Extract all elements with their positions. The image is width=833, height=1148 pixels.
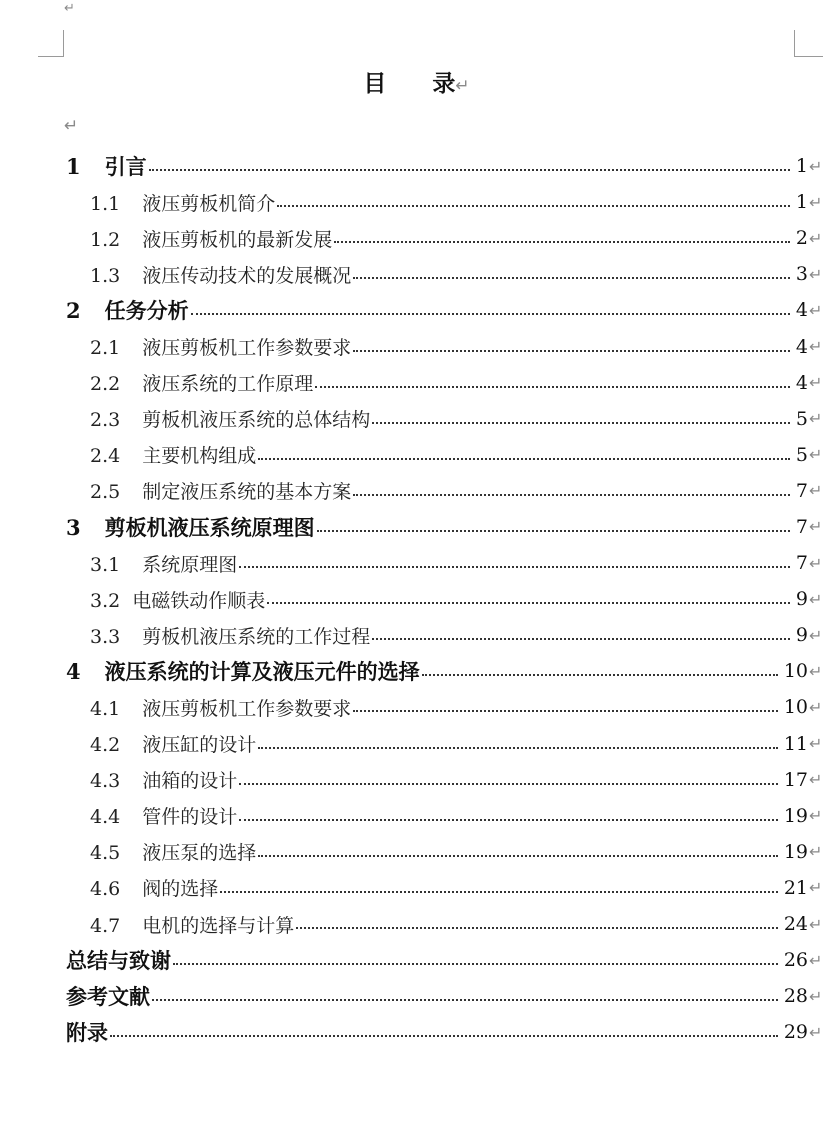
toc-entry-label (66, 512, 315, 542)
toc-entry-number: 2.5 (90, 481, 121, 504)
dot-leader (372, 422, 790, 424)
toc-entry-number: 4.1 (90, 697, 121, 720)
toc-entry-title: 剪板机液压系统的总体结构 (142, 409, 371, 432)
toc-entry-label (90, 730, 256, 757)
toc-entry[interactable] (0, 545, 833, 581)
toc-entry-label (90, 586, 265, 613)
toc-entry-page-number: 10 (783, 660, 808, 683)
dot-leader (422, 674, 778, 676)
dot-leader (353, 277, 790, 279)
toc-entry[interactable] (0, 148, 833, 184)
toc-entry-number: 2.1 (90, 337, 121, 360)
toc-entry-number: 4.5 (90, 842, 121, 865)
toc-entry-page-number: 21 (783, 876, 808, 899)
paragraph-mark-icon: ↵ (809, 697, 823, 717)
toc-entry-title: 任务分析 (104, 298, 189, 324)
toc-entry-label (90, 405, 370, 432)
toc-entry-title: 主要机构组成 (142, 445, 257, 468)
toc-entry-title: 剪板机液压系统原理图 (104, 514, 315, 540)
dot-leader (258, 855, 778, 857)
toc-entry[interactable] (0, 617, 833, 653)
toc-entry-number: 3 (66, 514, 81, 540)
toc-entry-title: 剪板机液压系统的工作过程 (142, 625, 371, 648)
paragraph-mark-icon: ↵ (809, 445, 823, 465)
dot-leader (239, 566, 790, 568)
toc-entry-label (90, 441, 256, 468)
dot-leader (317, 530, 790, 532)
toc-entry-label (66, 656, 420, 686)
toc-entry-label (90, 766, 237, 793)
paragraph-mark-icon: ↵ (809, 770, 823, 790)
toc-entry-page-number: 17 (783, 768, 808, 791)
toc-entry-label (90, 694, 351, 721)
dot-leader (353, 710, 778, 712)
toc-entry-title: 管件的设计 (142, 806, 238, 829)
toc-entry[interactable] (0, 653, 833, 689)
dot-leader (267, 602, 790, 604)
toc-entry-label (66, 1017, 108, 1047)
dot-leader (152, 999, 778, 1001)
toc-entry-page-number: 24 (783, 913, 808, 936)
toc-entry-label (90, 225, 332, 252)
toc-entry-number: 4.2 (90, 734, 121, 757)
toc-entry[interactable] (0, 292, 833, 328)
toc-entry[interactable] (0, 762, 833, 798)
toc-entry-title: 系统原理图 (142, 553, 238, 576)
toc-entry[interactable] (0, 509, 833, 545)
toc-entry-page-number: 19 (783, 804, 808, 827)
toc-entry-title: 液压传动技术的发展概况 (142, 264, 352, 287)
paragraph-mark-icon: ↵ (809, 409, 823, 429)
paragraph-mark-icon: ↵ (809, 553, 823, 573)
toc-entry-label (90, 550, 237, 577)
paragraph-mark-icon: ↵ (809, 192, 823, 212)
toc-entry-title: 液压系统的计算及液压元件的选择 (104, 659, 420, 685)
paragraph-mark-icon: ↵ (809, 156, 823, 176)
toc-entry-page-number: 29 (783, 1021, 808, 1044)
toc-entry-page-number: 7 (795, 479, 808, 502)
toc-entry[interactable] (0, 798, 833, 834)
toc-entry[interactable] (0, 328, 833, 364)
toc-entry-label (66, 945, 171, 975)
paragraph-mark-icon: ↵ (809, 300, 823, 320)
toc-entry-number: 3.2 (90, 589, 121, 612)
toc-entry[interactable] (0, 220, 833, 256)
dot-leader (277, 205, 790, 207)
dot-leader (191, 313, 790, 315)
toc-entry-number: 3.1 (90, 553, 121, 576)
toc-entry[interactable] (0, 581, 833, 617)
toc-entry-number: 3.3 (90, 625, 121, 648)
toc-entry-page-number: 19 (783, 840, 808, 863)
toc-entry-title: 液压剪板机的最新发展 (142, 228, 333, 251)
toc-entry-title: 液压剪板机简介 (142, 192, 276, 215)
dot-leader (334, 241, 790, 243)
toc-entry-label (90, 189, 275, 216)
toc-entry[interactable] (0, 437, 833, 473)
toc-entry-title: 引言 (104, 154, 147, 180)
title-row (0, 66, 833, 102)
toc-entry-title: 液压剪板机工作参数要求 (142, 337, 352, 360)
toc-entry-label (90, 477, 351, 504)
toc-entry-title: 制定液压系统的基本方案 (142, 481, 352, 504)
paragraph-mark-icon: ↵ (455, 76, 470, 96)
toc-entry-number: 2 (66, 298, 81, 324)
dot-leader (353, 350, 790, 352)
paragraph-mark-icon: ↵ (809, 264, 823, 284)
paragraph-mark-icon: ↵ (809, 373, 823, 393)
paragraph-mark-icon: ↵ (809, 517, 823, 537)
dot-leader (372, 638, 790, 640)
toc-entry-number: 4 (66, 659, 81, 685)
toc-entry[interactable] (0, 184, 833, 220)
toc-entry-title: 阀的选择 (142, 878, 219, 901)
paragraph-mark-icon: ↵ (809, 589, 823, 609)
toc-entry[interactable] (0, 401, 833, 437)
toc-entry[interactable] (0, 256, 833, 292)
dot-leader (173, 963, 778, 965)
toc-entry-title: 液压系统的工作原理 (142, 373, 314, 396)
crop-mark-top-right (794, 30, 823, 57)
toc-entry-page-number: 3 (795, 263, 808, 286)
toc-entry-page-number: 1 (795, 191, 808, 214)
toc-entry[interactable] (0, 1014, 833, 1050)
toc-entry-title: 总结与致谢 (66, 948, 171, 974)
toc-entry-title: 电磁铁动作顺表 (132, 589, 266, 612)
toc-entry-page-number: 11 (783, 732, 808, 755)
dot-leader (258, 747, 778, 749)
paragraph-mark-icon: ↵ (809, 986, 823, 1006)
toc-entry-label (66, 295, 189, 325)
toc-entry-page-number: 9 (795, 588, 808, 611)
toc-entry-title: 液压泵的选择 (142, 842, 257, 865)
toc-entry-number: 1.3 (90, 264, 121, 287)
toc-entry-number: 4.3 (90, 770, 121, 793)
toc-entry-label (90, 261, 351, 288)
toc-entry[interactable] (0, 726, 833, 762)
paragraph-mark-icon: ↵ (809, 1022, 823, 1042)
toc-entry-page-number: 1 (795, 155, 808, 178)
paragraph-mark-icon: ↵ (809, 878, 823, 898)
toc-entry-page-number: 7 (795, 515, 808, 538)
paragraph-mark-icon: ↵ (64, 116, 79, 136)
toc-entry-number: 1.2 (90, 228, 121, 251)
dot-leader (220, 891, 778, 893)
toc-entry-label (90, 333, 351, 360)
paragraph-mark-icon: ↵ (809, 842, 823, 862)
toc-entry[interactable] (0, 978, 833, 1014)
table-of-contents (0, 148, 833, 1050)
toc-entry-page-number: 10 (783, 696, 808, 719)
toc-entry[interactable] (0, 365, 833, 401)
toc-entry-page-number: 2 (795, 227, 808, 250)
toc-entry-number: 1.1 (90, 192, 121, 215)
paragraph-mark-icon: ↵ (809, 228, 823, 248)
toc-entry-page-number: 7 (795, 552, 808, 575)
toc-entry-title: 参考文献 (66, 984, 150, 1010)
toc-entry-label (66, 981, 150, 1011)
toc-entry-number: 2.3 (90, 409, 121, 432)
toc-entry-label (90, 369, 313, 396)
toc-entry-label (90, 802, 237, 829)
toc-entry[interactable] (0, 942, 833, 978)
dot-leader (258, 458, 790, 460)
dot-leader (149, 169, 790, 171)
toc-entry-page-number: 26 (783, 949, 808, 972)
toc-entry-label (90, 911, 294, 938)
paragraph-mark-icon: ↵ (64, 1, 75, 16)
paragraph-mark-icon: ↵ (809, 914, 823, 934)
toc-entry-number: 1 (66, 154, 81, 180)
toc-entry-label (90, 622, 370, 649)
toc-entry[interactable] (0, 689, 833, 725)
paragraph-mark-icon: ↵ (809, 661, 823, 681)
dot-leader (296, 927, 778, 929)
toc-entry-page-number: 4 (795, 371, 808, 394)
toc-entry-number: 4.6 (90, 878, 121, 901)
dot-leader (239, 819, 778, 821)
toc-entry-number: 2.4 (90, 445, 121, 468)
dot-leader (110, 1035, 778, 1037)
paragraph-mark-icon: ↵ (809, 806, 823, 826)
paragraph-mark-icon: ↵ (809, 481, 823, 501)
toc-entry-label (90, 874, 218, 901)
toc-entry-number: 4.7 (90, 914, 121, 937)
toc-entry-number: 2.2 (90, 373, 121, 396)
dot-leader (315, 386, 790, 388)
toc-entry-page-number: 28 (783, 985, 808, 1008)
toc-entry[interactable] (0, 473, 833, 509)
toc-entry[interactable] (0, 834, 833, 870)
paragraph-mark-icon: ↵ (809, 950, 823, 970)
toc-entry[interactable] (0, 870, 833, 906)
toc-entry-number: 4.4 (90, 806, 121, 829)
toc-entry-page-number: 4 (795, 299, 808, 322)
paragraph-mark-icon: ↵ (809, 337, 823, 357)
toc-entry-page-number: 5 (795, 443, 808, 466)
toc-entry-title: 液压缸的设计 (142, 734, 257, 757)
toc-entry-title: 电机的选择与计算 (142, 914, 295, 937)
paragraph-mark-icon: ↵ (809, 625, 823, 645)
toc-entry-title: 油箱的设计 (142, 770, 238, 793)
paragraph-mark-icon: ↵ (809, 734, 823, 754)
dot-leader (353, 494, 790, 496)
toc-entry-title: 附录 (66, 1020, 108, 1046)
toc-entry[interactable] (0, 906, 833, 942)
toc-entry-label (66, 151, 147, 181)
page-title: 目 录 (363, 71, 456, 97)
toc-entry-label (90, 838, 256, 865)
crop-mark-top-left (38, 30, 64, 57)
toc-entry-page-number: 5 (795, 407, 808, 430)
dot-leader (239, 783, 778, 785)
toc-entry-page-number: 9 (795, 624, 808, 647)
toc-entry-page-number: 4 (795, 335, 808, 358)
toc-entry-title: 液压剪板机工作参数要求 (142, 697, 352, 720)
